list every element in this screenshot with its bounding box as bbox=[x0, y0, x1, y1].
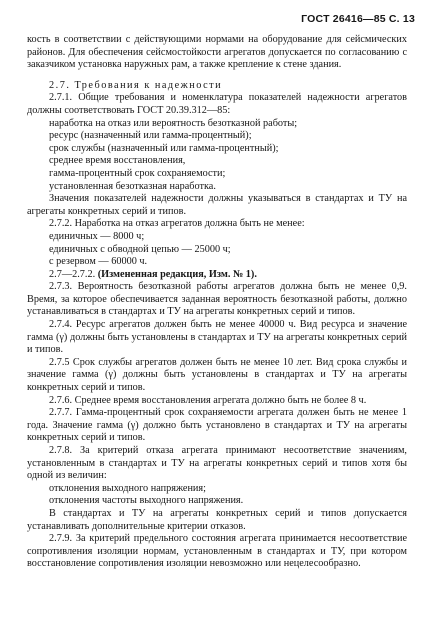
paragraph: 2.7.6. Среднее время восстановления агрегата должно быть не более 8 ч. bbox=[49, 394, 367, 406]
list-item: ресурс (назначенный или гамма-процентный); bbox=[49, 130, 252, 142]
paragraph: 2.7.8. За критерий отказа агрегата принимают несоответствие значениям, установленным в стандартах и ТУ на агрегаты конкретных серий и типов хотя бы одной из величин: bbox=[27, 445, 407, 482]
list-item: гамма-процентный срок сохраняемости; bbox=[49, 167, 226, 179]
list-item: среднее время восстановления, bbox=[49, 155, 186, 167]
page-header: ГОСТ 26416—85 С. 13 bbox=[301, 13, 415, 25]
list-item: наработка на отказ или вероятность безотказной работы; bbox=[49, 117, 298, 129]
paragraph: 2.7.4. Ресурс агрегатов должен быть не менее 40000 ч. Вид ресурса и значение гамма (γ) должны быть установлены в стандартах и ТУ на агрегаты конкретных серий и типов. bbox=[27, 319, 407, 356]
list-item: отклонения выходного напряжения; bbox=[49, 482, 206, 494]
amendment-ref: 2.7—2.7.2. bbox=[49, 268, 96, 280]
amendment-text: (Измененная редакция, Изм. № 1). bbox=[97, 268, 257, 280]
paragraph: 2.7.7. Гамма-процентный срок сохраняемости агрегата должен быть не менее 1 года. Значение гамма (γ) должно быть установлено в стандартах и ТУ на агрегаты конкретных серий и типов. bbox=[27, 407, 407, 444]
paragraph: 2.7.5 Срок службы агрегатов должен быть не менее 10 лет. Вид срока службы и значение гамма (γ) должны быть установлены в стандартах и ТУ на агрегаты конкретных серий и типов. bbox=[27, 356, 407, 394]
paragraph: 2.7.9. За критерий предельного состояния агрегата принимается несоответствие сопротивления изоляции нормам, установленным в стандартах и ТУ, при котором восстановление сопротивления изоляции невозможно или нецелесообразно. bbox=[27, 533, 407, 570]
paragraph-continuation: кость в соответствии с действующими нормами на оборудование для сейсмических районов. Для обеспечения сейсмостойкости агрегатов допускается по согласованию с заказчиком установка наружных рам, а также крепление к стене здания. bbox=[27, 34, 407, 71]
paragraph: 2.7.3. Вероятность безотказной работы агрегатов должна быть не менее 0,9. Время, за которое обеспечивается заданная вероятность безотказной работы, должно устанавливаться в стандартах и ТУ на агрегаты конкретных серий и типов. bbox=[27, 281, 407, 318]
list-item: отклонения частоты выходного напряжения. bbox=[49, 495, 244, 507]
amendment-note bbox=[27, 269, 407, 282]
paragraph: 2.7.1. Общие требования и номенклатура показателей надежности агрегатов должны соответствовать ГОСТ 20.39.312—85: bbox=[27, 92, 407, 116]
list-item: установленная безотказная наработка. bbox=[49, 180, 216, 192]
document-body bbox=[27, 34, 407, 571]
paragraph: 2.7.2. Наработка на отказ агрегатов должна быть не менее: bbox=[49, 218, 305, 230]
list-item: единичных с обводной цепью — 25000 ч; bbox=[49, 243, 231, 255]
list-item: единичных — 8000 ч; bbox=[49, 230, 145, 242]
paragraph: В стандартах и ТУ на агрегаты конкретных серий и типов допускается устанавливать дополнительные критерии отказов. bbox=[27, 507, 407, 532]
paragraph: Значения показателей надежности должны указываться в стандартах и ТУ на агрегаты конкретных серий и типов. bbox=[27, 193, 407, 217]
section-heading: 2.7. Требования к надежности bbox=[49, 79, 223, 91]
list-item: срок службы (назначенный или гамма-процентный); bbox=[49, 142, 279, 154]
list-item: с резервом — 60000 ч. bbox=[49, 256, 148, 268]
